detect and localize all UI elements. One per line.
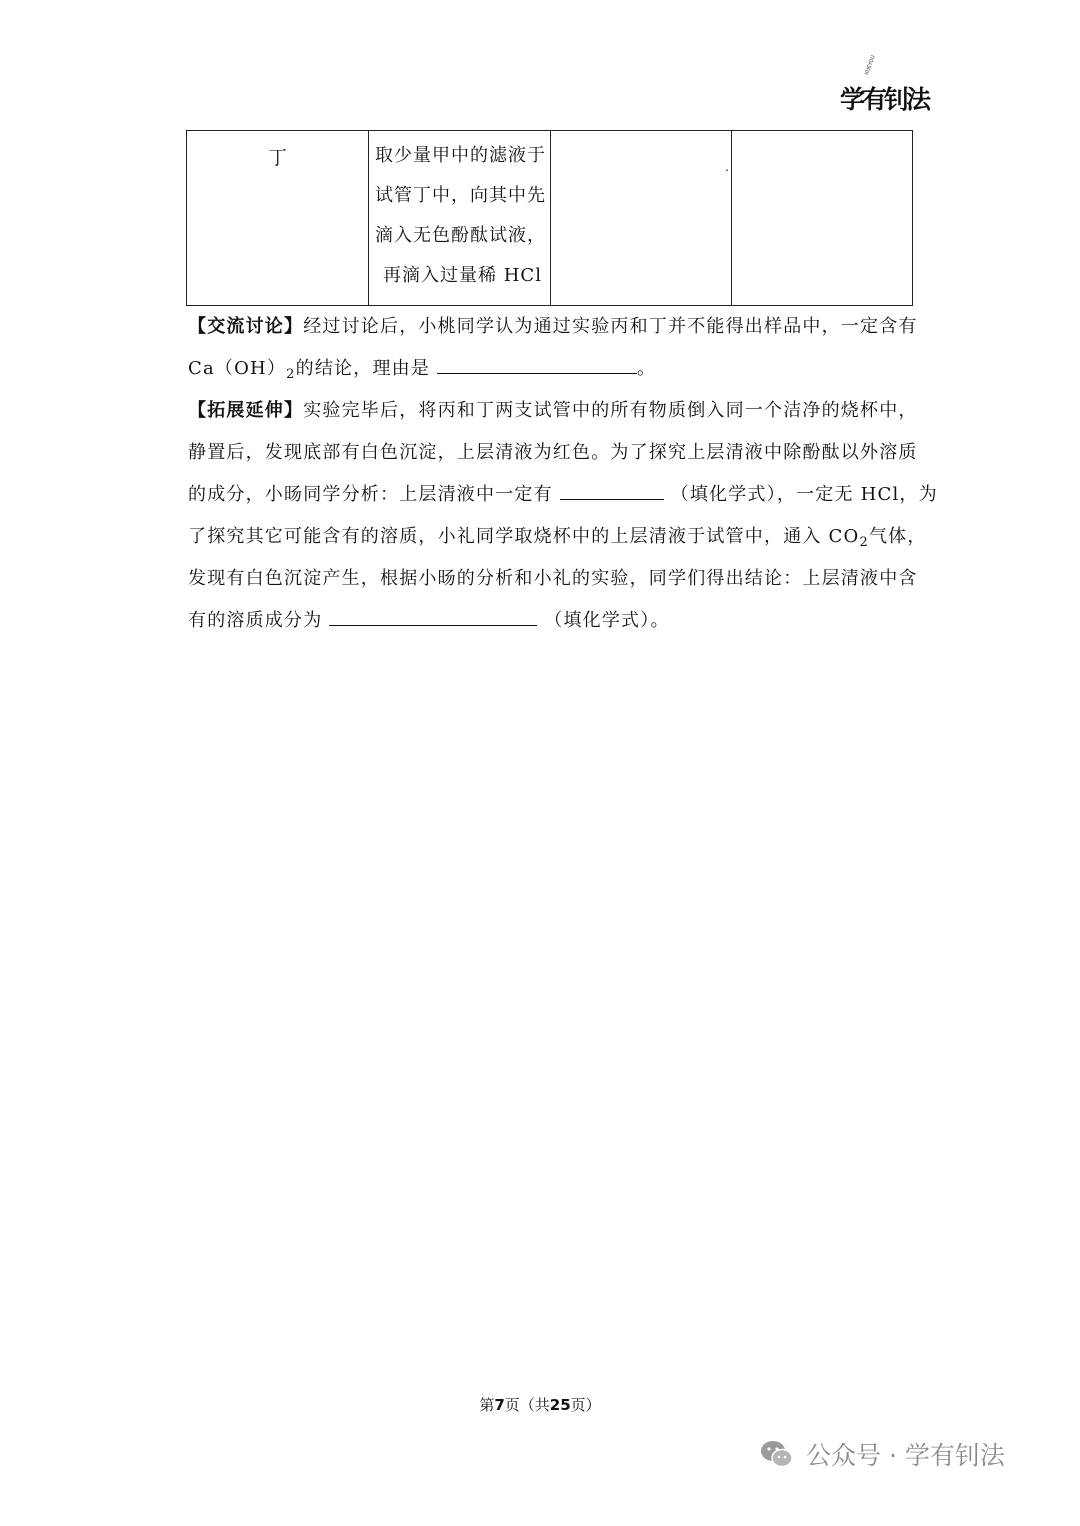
logo-text: 学有钊法 — [840, 85, 929, 114]
extension-text: 了探究其它可能含有的溶质，小礼同学取烧杯中的上层清液于试管中，通入 CO — [188, 526, 860, 547]
operation-line: 滴入无色酚酞试液， — [375, 225, 546, 246]
current-page: 7 — [494, 1396, 505, 1414]
group-label: 丁 — [267, 147, 287, 169]
answer-blank-solute[interactable] — [560, 475, 664, 500]
extension-paragraph — [188, 390, 938, 642]
answer-blank-reason[interactable] — [437, 349, 637, 374]
watermark — [760, 1436, 1005, 1472]
phenomenon-mark: . — [725, 160, 729, 174]
group-cell — [187, 131, 369, 306]
logo-small-text: XUEYOU — [864, 54, 877, 77]
operation-line: 取少量甲中的滤液于 — [375, 145, 546, 166]
operation-cell — [369, 131, 551, 306]
total-pages: 25 — [549, 1396, 571, 1414]
discussion-text: 。 — [636, 358, 657, 379]
extension-text: 有的溶质成分为 — [188, 610, 323, 631]
extension-text: （填化学式），一定无 HCl，为 — [670, 484, 938, 505]
logo — [836, 54, 929, 118]
experiment-table — [186, 130, 913, 306]
conclusion-cell — [732, 131, 913, 306]
extension-text: 静置后，发现底部有白色沉淀，上层清液为红色。为了探究上层清液中除酚酞以外溶质 — [188, 442, 918, 463]
page-number-prefix: 第 — [479, 1396, 495, 1414]
extension-text: 的成分，小旸同学分析：上层清液中一定有 — [188, 484, 553, 505]
wechat-icon — [760, 1439, 794, 1469]
extension-text: 实验完毕后，将丙和丁两支试管中的所有物质倒入同一个洁净的烧杯中， — [303, 400, 918, 421]
extension-tag: 【拓展延伸】 — [188, 400, 304, 421]
discussion-text: 经过讨论后，小桃同学认为通过实验丙和丁并不能得出样品中，一定含有 — [303, 316, 918, 337]
phenomenon-cell — [551, 131, 732, 306]
subscript: 2 — [859, 535, 869, 550]
page-number-suffix: 页） — [570, 1396, 601, 1414]
extension-text: 发现有白色沉淀产生，根据小旸的分析和小礼的实验，同学们得出结论：上层清液中含 — [188, 568, 918, 589]
extension-text: （填化学式）。 — [544, 610, 670, 631]
table-row — [187, 131, 913, 306]
watermark-text: 公众号 · 学有钊法 — [806, 1441, 1005, 1470]
extension-text: 气体， — [868, 526, 927, 547]
answer-blank-composition[interactable] — [329, 601, 537, 626]
subscript: 2 — [286, 367, 296, 382]
discussion-tag: 【交流讨论】 — [188, 316, 304, 337]
discussion-text: 的结论，理由是 — [295, 358, 431, 379]
page-number — [0, 1394, 1080, 1415]
operation-line: 试管丁中，向其中先 — [375, 185, 546, 206]
page-number-middle: 页（共 — [504, 1396, 550, 1414]
discussion-paragraph — [188, 306, 916, 390]
operation-line: 再滴入过量稀 HCl — [383, 265, 542, 286]
formula-text: Ca（OH） — [188, 358, 287, 379]
